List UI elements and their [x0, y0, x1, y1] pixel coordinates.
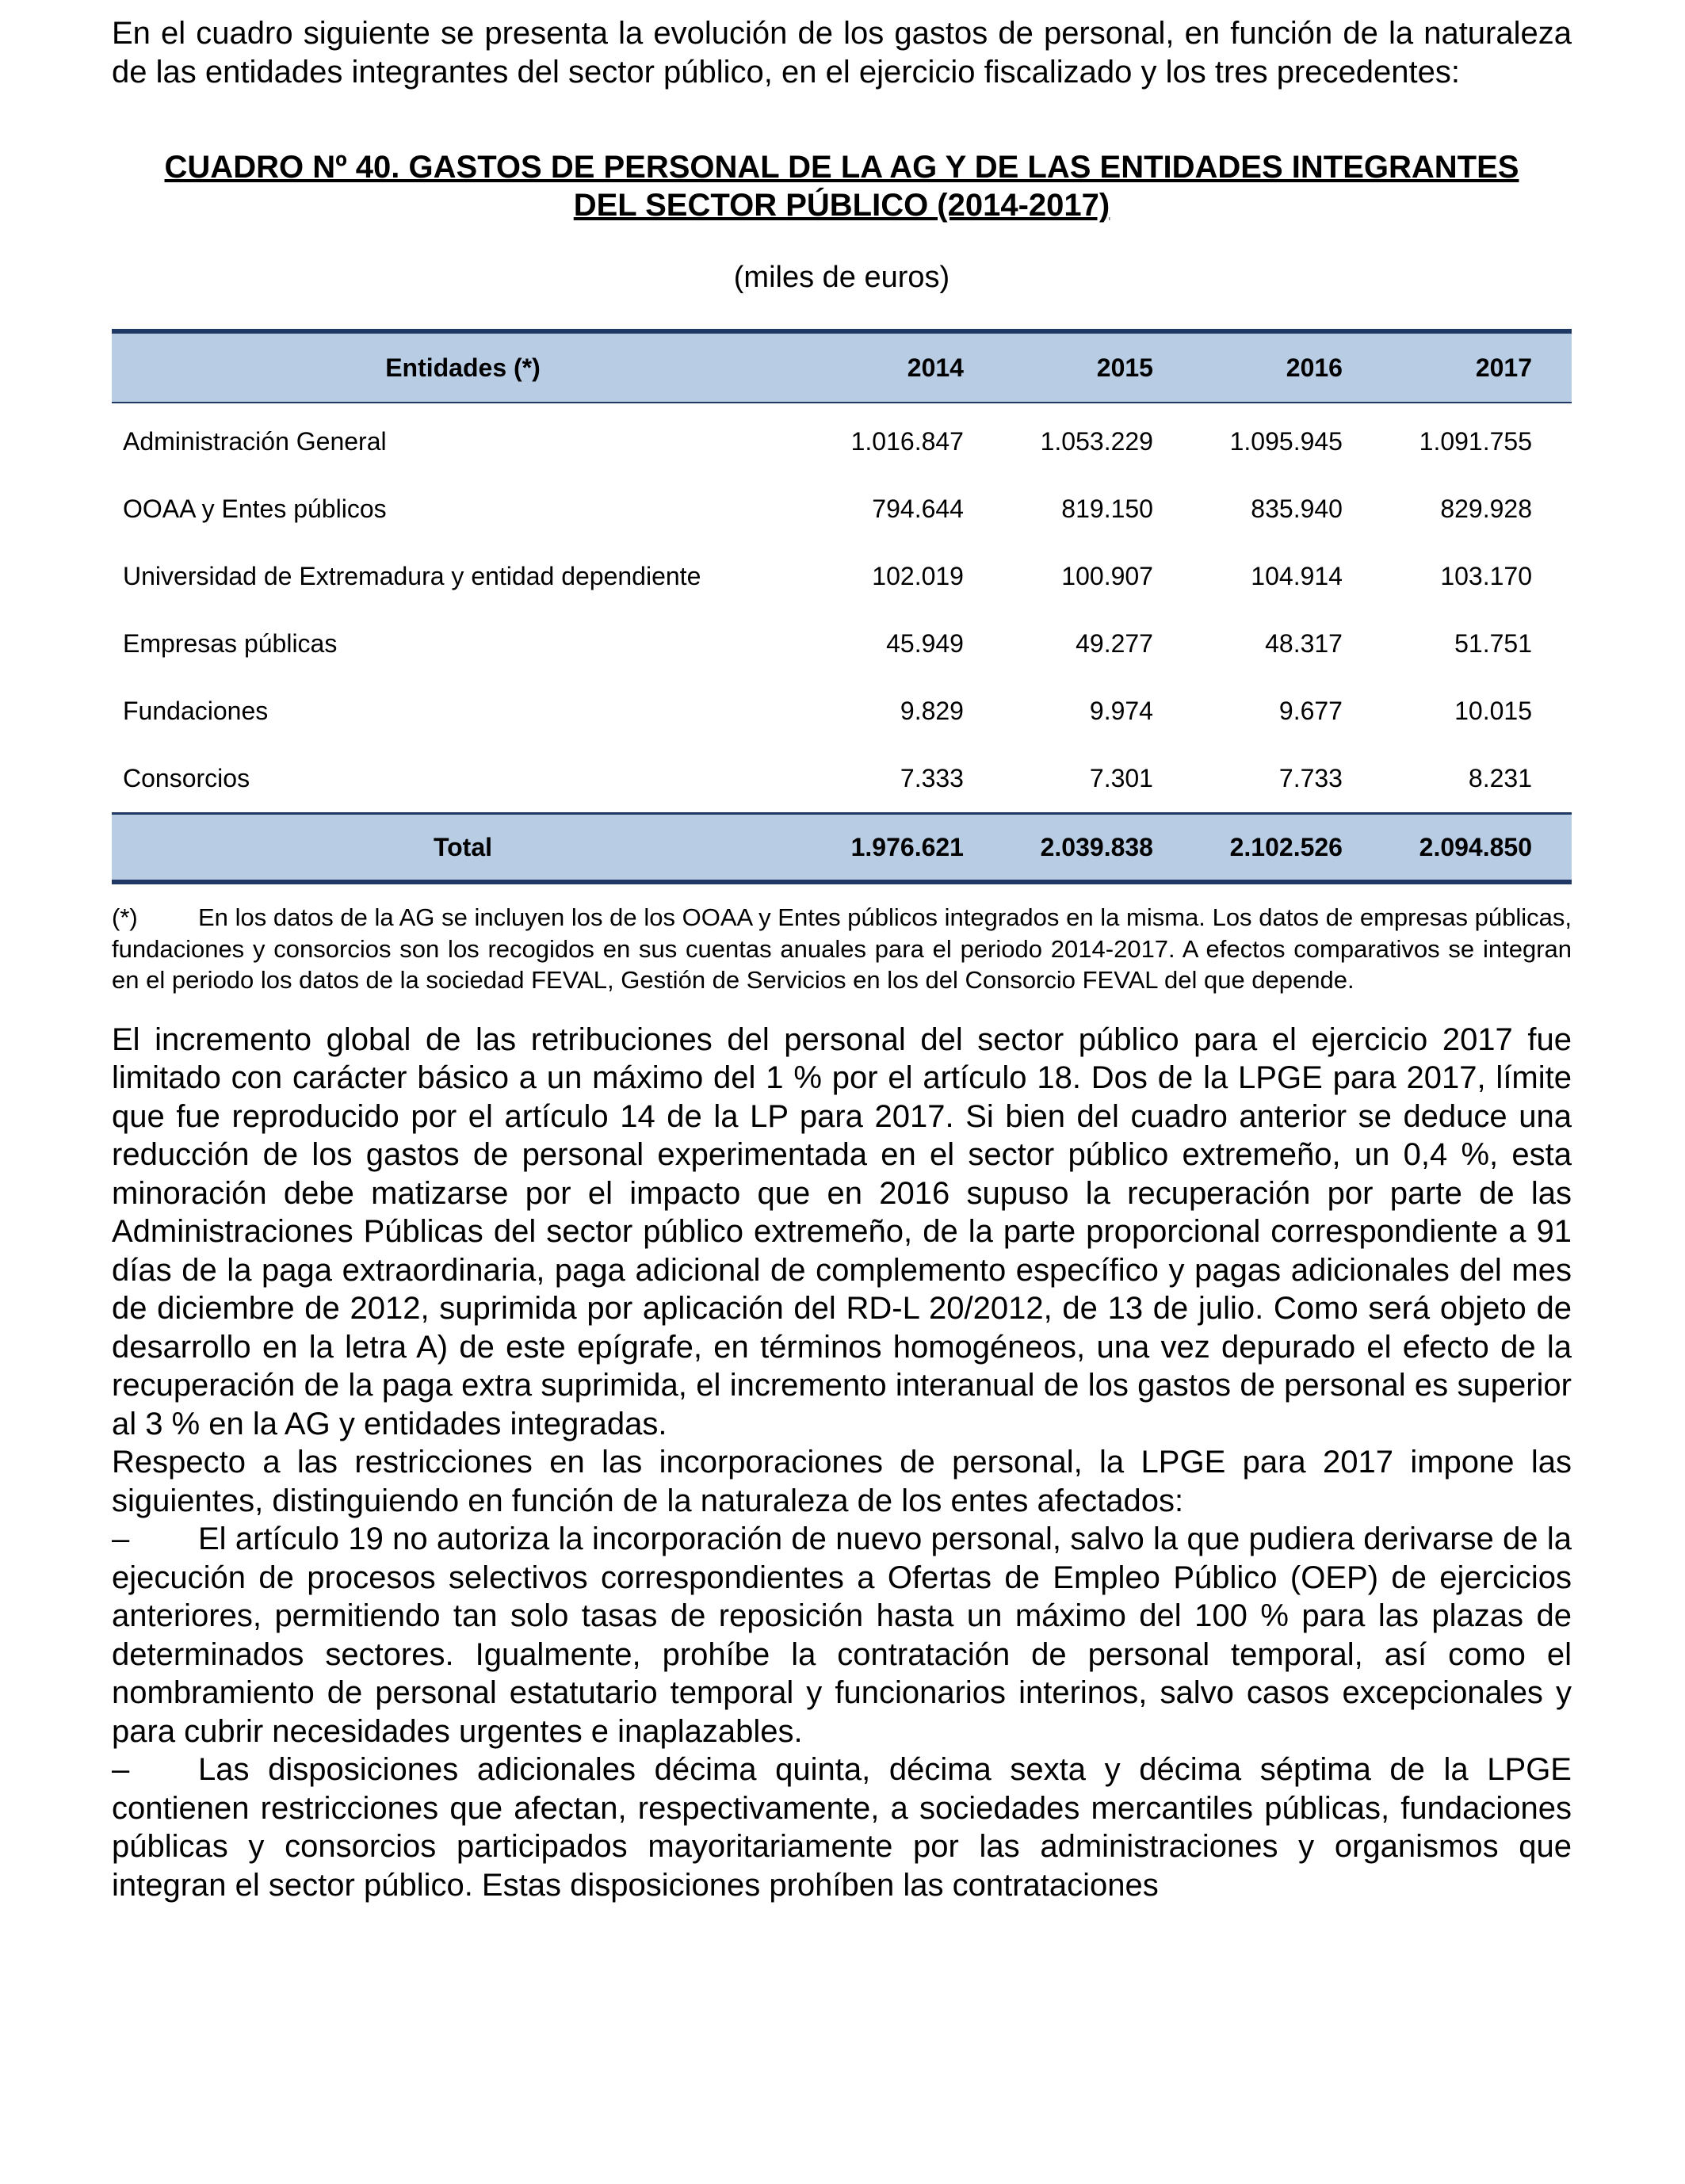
bullet-dash: –	[112, 1752, 130, 1787]
total-value: 2.094.850	[1382, 814, 1572, 883]
total-value: 1.976.621	[814, 814, 1003, 883]
cell-value: 48.317	[1265, 629, 1343, 658]
table-units: (miles de euros)	[733, 261, 950, 294]
cell-value: 829.928	[1440, 494, 1532, 523]
cell-value: 100.907	[1061, 562, 1153, 590]
row-label: Fundaciones	[123, 697, 269, 725]
row-label: OOAA y Entes públicos	[123, 494, 387, 523]
table-row	[112, 610, 1572, 678]
table-footnote	[112, 902, 1572, 996]
cell-value: 9.677	[1278, 697, 1343, 725]
bullet-item	[112, 1520, 1572, 1751]
row-label: Consorcios	[123, 764, 250, 792]
header-entidades: Entidades (*)	[112, 331, 814, 403]
cell-value: 102.019	[872, 562, 964, 590]
body-paragraph: Respecto a las restricciones en las incorporaciones de personal, la LPGE para 2017 impone las siguientes, distinguiendo en función de la naturaleza de los entes afectados:	[112, 1445, 1572, 1518]
cell-value: 10.015	[1454, 697, 1532, 725]
table-row	[112, 745, 1572, 814]
footnote-text: En los datos de la AG se incluyen los de los OOAA y Entes públicos integrados en la misma. Los datos de empresas públicas, fundaciones y consorcios son los recogidos en sus cuentas anuales para el periodo 2014-2017. A efectos comparativos se integran en el periodo los datos de la sociedad FEVAL, Gestión de Servicios en los del Consorcio FEVAL del que depende.	[112, 903, 1572, 994]
body-paragraph: El incremento global de las retribuciones del personal del sector público para el ejercicio 2017 fue limitado con carácter básico a un máximo del 1 % por el artículo 18. Dos de la LPGE para 2017, límite que fue reproducido por el artículo 14 de la LP para 2017. Si bien del cuadro anterior se deduce una reducción de los gastos de personal experimentada en el sector público extremeño, un 0,4 %, esta minoración debe matizarse por el impacto que en 2016 supuso la recuperación por parte de las Administraciones Públicas del sector público extremeño, de la parte proporcional correspondiente a 91 días de la paga extraordinaria, paga adicional de complemento específico y pagas adicionales del mes de diciembre de 2012, suprimida por aplicación del RD-L 20/2012, de 13 de julio. Como será objeto de desarrollo en la letra A) de este epígrafe, en términos homogéneos, una vez depurado el efecto de la recuperación de la paga extra suprimida, el incremento interanual de los gastos de personal es superior al 3 % en la AG y entidades integradas.	[112, 1021, 1572, 1441]
intro-paragraph: En el cuadro siguiente se presenta la evolución de los gastos de personal, en función de la naturaleza de las entidades integrantes del sector público, en el ejercicio fiscalizado y los tres precedentes:	[112, 16, 1572, 90]
cell-value: 1.016.847	[850, 427, 964, 456]
cell-value: 51.751	[1454, 629, 1532, 658]
table-caption	[112, 148, 1572, 224]
cell-value: 9.974	[1089, 697, 1153, 725]
cell-value: 819.150	[1061, 494, 1153, 523]
bullet-text: El artículo 19 no autoriza la incorporación de nuevo personal, salvo la que pudiera derivarse de la ejecución de procesos selectivos correspondientes a Ofertas de Empleo Público (OEP) de ejercicios anteriores, permitiendo tan solo tasas de reposición hasta un máximo del 100 % para las plazas de determinados sectores. Igualmente, prohíbe la contratación de personal temporal, así como el nombramiento de personal estatutario temporal y funcionarios interinos, salvo casos excepcionales y para cubrir necesidades urgentes e inaplazables.	[112, 1522, 1572, 1749]
row-label: Administración General	[123, 427, 387, 456]
table-total-row	[112, 814, 1572, 883]
bullet-item	[112, 1751, 1572, 1904]
header-2017: 2017	[1382, 331, 1572, 403]
cell-value: 1.095.945	[1229, 427, 1343, 456]
table-row	[112, 678, 1572, 745]
document-page	[112, 14, 1572, 1904]
cell-value: 1.091.755	[1419, 427, 1532, 456]
table-caption-line2: DEL SECTOR PÚBLICO (2014-2017)	[573, 188, 1110, 223]
table-header-row	[112, 331, 1572, 403]
row-label: Empresas públicas	[123, 629, 338, 658]
bullet-dash: –	[112, 1522, 130, 1556]
cell-value: 103.170	[1440, 562, 1532, 590]
footnote-mark: (*)	[112, 903, 138, 931]
header-2016: 2016	[1193, 331, 1382, 403]
cell-value: 835.940	[1251, 494, 1343, 523]
table-row	[112, 543, 1572, 610]
header-2014: 2014	[814, 331, 1003, 403]
bullet-text: Las disposiciones adicionales décima quinta, décima sexta y décima séptima de la LPGE contienen restricciones que afectan, respectivamente, a sociedades mercantiles públicas, fundaciones públicas y consorcios participados mayoritariamente por las administraciones y organismos que integran el sector público. Estas disposiciones prohíben las contrataciones	[112, 1752, 1572, 1903]
row-label: Universidad de Extremadura y entidad dependiente	[123, 562, 701, 590]
cell-value: 8.231	[1468, 764, 1532, 792]
cell-value: 49.277	[1076, 629, 1153, 658]
total-label: Total	[112, 814, 814, 883]
cell-value: 794.644	[872, 494, 964, 523]
table-caption-line1: CUADRO Nº 40. GASTOS DE PERSONAL DE LA AG Y DE LAS ENTIDADES INTEGRANTES	[164, 150, 1519, 185]
total-value: 2.039.838	[1003, 814, 1193, 883]
cell-value: 104.914	[1251, 562, 1343, 590]
cell-value: 1.053.229	[1040, 427, 1153, 456]
cell-value: 7.333	[900, 764, 964, 792]
total-value: 2.102.526	[1193, 814, 1382, 883]
personnel-expenses-table	[112, 329, 1572, 884]
cell-value: 45.949	[886, 629, 964, 658]
table-row	[112, 403, 1572, 475]
cell-value: 7.301	[1089, 764, 1153, 792]
header-2015: 2015	[1003, 331, 1193, 403]
cell-value: 9.829	[900, 697, 964, 725]
cell-value: 7.733	[1278, 764, 1343, 792]
table-row	[112, 475, 1572, 543]
